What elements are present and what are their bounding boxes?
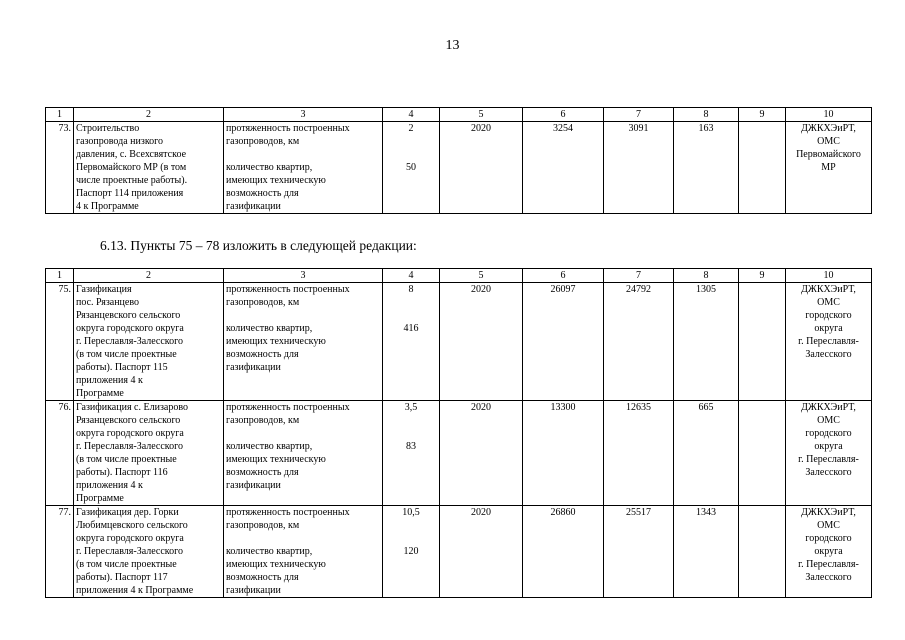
row-number: 77. bbox=[46, 506, 74, 598]
project-name-line: пос. Рязанцево bbox=[76, 297, 140, 308]
spacer bbox=[385, 414, 437, 427]
column-number-header: 2 bbox=[74, 108, 224, 122]
indicator-line: протяженность построенных bbox=[226, 284, 350, 295]
executor-line: ОМС bbox=[817, 136, 840, 147]
column-number-header: 7 bbox=[604, 108, 674, 122]
year-cell: 2020 bbox=[440, 122, 523, 214]
indicator-line: газификации bbox=[226, 480, 281, 491]
indicator-value-cell bbox=[383, 506, 440, 598]
executor-line: МР bbox=[821, 162, 836, 173]
indicator-value: 120 bbox=[403, 546, 419, 557]
spacer bbox=[226, 532, 380, 545]
column-number-header: 4 bbox=[383, 269, 440, 283]
row-number: 73. bbox=[46, 122, 74, 214]
indicator-line: протяженность построенных bbox=[226, 123, 350, 134]
indicator-line: имеющих техническую bbox=[226, 559, 326, 570]
project-name-line: округа городского округа bbox=[76, 323, 184, 334]
project-name-line: г. Переславля-Залесского bbox=[76, 546, 183, 557]
table-row bbox=[46, 401, 872, 506]
indicator-value: 83 bbox=[406, 441, 416, 452]
executor-line: ДЖКХЭиРТ, bbox=[801, 284, 856, 295]
project-name-line: (в том числе проектные bbox=[76, 559, 177, 570]
column-number-header: 3 bbox=[224, 108, 383, 122]
indicator-line: возможность для bbox=[226, 349, 299, 360]
indicator-value: 8 bbox=[408, 284, 414, 295]
project-name-line: приложения 4 к bbox=[76, 375, 143, 386]
indicator-line: имеющих техническую bbox=[226, 175, 326, 186]
executor-line: г. Переславля- bbox=[798, 336, 859, 347]
spacer bbox=[385, 148, 437, 161]
executor-line: округа bbox=[814, 441, 843, 452]
indicator-value: 416 bbox=[403, 323, 419, 334]
indicator-line: протяженность построенных bbox=[226, 402, 350, 413]
project-name-line: округа городского округа bbox=[76, 428, 184, 439]
project-name-line: Любимцевского сельского bbox=[76, 520, 188, 531]
indicator-line: газопроводов, км bbox=[226, 415, 300, 426]
indicator-line: имеющих техническую bbox=[226, 454, 326, 465]
year-cell: 2020 bbox=[440, 506, 523, 598]
project-name-cell bbox=[74, 283, 224, 401]
page-number: 13 bbox=[445, 38, 460, 53]
column-number-header: 8 bbox=[674, 269, 739, 283]
amount-col8: 665 bbox=[674, 401, 739, 506]
program-table-1 bbox=[45, 107, 872, 214]
executor-line: Первомайского bbox=[796, 149, 861, 160]
indicator-line: количество квартир, bbox=[226, 323, 313, 334]
executor-line: ОМС bbox=[817, 297, 840, 308]
project-name-line: Строительство bbox=[76, 123, 140, 134]
project-name-line: Газификация с. Елизарово bbox=[76, 402, 188, 413]
executor-line: городского bbox=[805, 310, 852, 321]
indicator-line: газопроводов, км bbox=[226, 297, 300, 308]
executor-line: Залесского bbox=[805, 467, 852, 478]
project-name-line: приложения 4 к bbox=[76, 480, 143, 491]
indicator-cell bbox=[224, 401, 383, 506]
indicator-line: возможность для bbox=[226, 467, 299, 478]
indicator-value-cell bbox=[383, 401, 440, 506]
spacer bbox=[226, 427, 380, 440]
executor-line: ДЖКХЭиРТ, bbox=[801, 507, 856, 518]
executor-line: г. Переславля- bbox=[798, 559, 859, 570]
project-name-line: Первомайского МР (в том bbox=[76, 162, 187, 173]
column-number-header: 5 bbox=[440, 269, 523, 283]
amount-col8: 163 bbox=[674, 122, 739, 214]
indicator-value: 3,5 bbox=[404, 402, 418, 413]
project-name-line: 4 к Программе bbox=[76, 201, 139, 212]
indicator-line: имеющих техническую bbox=[226, 336, 326, 347]
executor-line: ДЖКХЭиРТ, bbox=[801, 402, 856, 413]
section-heading: 6.13. Пункты 75 – 78 изложить в следующей редакции: bbox=[100, 238, 417, 253]
project-name-line: работы). Паспорт 117 bbox=[76, 572, 168, 583]
indicator-line: количество квартир, bbox=[226, 441, 313, 452]
executor-line: ОМС bbox=[817, 415, 840, 426]
column-number-header: 9 bbox=[739, 108, 786, 122]
column-number-header: 2 bbox=[74, 269, 224, 283]
column-number-header: 8 bbox=[674, 108, 739, 122]
indicator-cell bbox=[224, 122, 383, 214]
executor-line: округа bbox=[814, 546, 843, 557]
executor-line: Залесского bbox=[805, 572, 852, 583]
indicator-line: возможность для bbox=[226, 572, 299, 583]
year-cell: 2020 bbox=[440, 401, 523, 506]
spacer bbox=[226, 309, 380, 322]
amount-col6: 26860 bbox=[523, 506, 604, 598]
indicator-cell bbox=[224, 283, 383, 401]
indicator-value-cell bbox=[383, 122, 440, 214]
indicator-value-cell bbox=[383, 283, 440, 401]
column-number-header: 1 bbox=[46, 269, 74, 283]
amount-col8: 1305 bbox=[674, 283, 739, 401]
executor-cell bbox=[786, 401, 872, 506]
spacer bbox=[385, 135, 437, 148]
project-name-line: округа городского округа bbox=[76, 533, 184, 544]
executor-line: Залесского bbox=[805, 349, 852, 360]
executor-line: городского bbox=[805, 533, 852, 544]
project-name-cell bbox=[74, 401, 224, 506]
row-number: 76. bbox=[46, 401, 74, 506]
indicator-value: 50 bbox=[406, 162, 416, 173]
project-name-line: работы). Паспорт 115 bbox=[76, 362, 168, 373]
table-row bbox=[46, 506, 872, 598]
project-name-line: работы). Паспорт 116 bbox=[76, 467, 168, 478]
table-row bbox=[46, 283, 872, 401]
executor-line: ОМС bbox=[817, 520, 840, 531]
amount-col8: 1343 bbox=[674, 506, 739, 598]
indicator-line: протяженность построенных bbox=[226, 507, 350, 518]
project-name-cell bbox=[74, 122, 224, 214]
column-number-header: 10 bbox=[786, 269, 872, 283]
indicator-line: газопроводов, км bbox=[226, 520, 300, 531]
project-name-line: г. Переславля-Залесского bbox=[76, 336, 183, 347]
amount-col7: 25517 bbox=[604, 506, 674, 598]
table-row bbox=[46, 122, 872, 214]
spacer bbox=[385, 309, 437, 322]
project-name-line: числе проектные работы). bbox=[76, 175, 188, 186]
amount-col9 bbox=[739, 283, 786, 401]
spacer bbox=[226, 148, 380, 161]
amount-col6: 26097 bbox=[523, 283, 604, 401]
project-name-line: Рязанцевского сельского bbox=[76, 415, 181, 426]
column-number-header: 10 bbox=[786, 108, 872, 122]
column-number-header: 6 bbox=[523, 108, 604, 122]
spacer bbox=[385, 532, 437, 545]
executor-cell bbox=[786, 506, 872, 598]
amount-col6: 3254 bbox=[523, 122, 604, 214]
project-name-line: Программе bbox=[76, 388, 124, 399]
column-number-header: 1 bbox=[46, 108, 74, 122]
executor-line: ДЖКХЭиРТ, bbox=[801, 123, 856, 134]
project-name-line: приложения 4 к Программе bbox=[76, 585, 194, 596]
indicator-line: газификации bbox=[226, 362, 281, 373]
project-name-line: Программе bbox=[76, 493, 124, 504]
column-number-header: 4 bbox=[383, 108, 440, 122]
indicator-value: 2 bbox=[408, 123, 414, 134]
amount-col9 bbox=[739, 122, 786, 214]
indicator-line: газификации bbox=[226, 585, 281, 596]
project-name-line: (в том числе проектные bbox=[76, 349, 177, 360]
amount-col6: 13300 bbox=[523, 401, 604, 506]
table-header-row bbox=[46, 108, 872, 122]
project-name-line: Рязанцевского сельского bbox=[76, 310, 181, 321]
amount-col9 bbox=[739, 401, 786, 506]
column-number-header: 5 bbox=[440, 108, 523, 122]
project-name-cell bbox=[74, 506, 224, 598]
spacer bbox=[385, 519, 437, 532]
project-name-line: Паспорт 114 приложения bbox=[76, 188, 184, 199]
indicator-line: газопроводов, км bbox=[226, 136, 300, 147]
executor-line: г. Переславля- bbox=[798, 454, 859, 465]
project-name-line: Газификация дер. Горки bbox=[76, 507, 179, 518]
amount-col7: 12635 bbox=[604, 401, 674, 506]
amount-col9 bbox=[739, 506, 786, 598]
executor-cell bbox=[786, 283, 872, 401]
executor-line: округа bbox=[814, 323, 843, 334]
project-name-line: давления, с. Всехсвятское bbox=[76, 149, 187, 160]
column-number-header: 3 bbox=[224, 269, 383, 283]
project-name-line: Газификация bbox=[76, 284, 132, 295]
column-number-header: 7 bbox=[604, 269, 674, 283]
executor-cell bbox=[786, 122, 872, 214]
indicator-line: возможность для bbox=[226, 188, 299, 199]
project-name-line: газопровода низкого bbox=[76, 136, 164, 147]
amount-col7: 24792 bbox=[604, 283, 674, 401]
row-number: 75. bbox=[46, 283, 74, 401]
column-number-header: 9 bbox=[739, 269, 786, 283]
executor-line: городского bbox=[805, 428, 852, 439]
program-table-2 bbox=[45, 268, 872, 598]
spacer bbox=[385, 296, 437, 309]
amount-col7: 3091 bbox=[604, 122, 674, 214]
column-number-header: 6 bbox=[523, 269, 604, 283]
project-name-line: (в том числе проектные bbox=[76, 454, 177, 465]
indicator-line: количество квартир, bbox=[226, 546, 313, 557]
indicator-value: 10,5 bbox=[402, 507, 420, 518]
indicator-cell bbox=[224, 506, 383, 598]
indicator-line: газификации bbox=[226, 201, 281, 212]
year-cell: 2020 bbox=[440, 283, 523, 401]
project-name-line: г. Переславля-Залесского bbox=[76, 441, 183, 452]
indicator-line: количество квартир, bbox=[226, 162, 313, 173]
table-header-row bbox=[46, 269, 872, 283]
spacer bbox=[385, 427, 437, 440]
